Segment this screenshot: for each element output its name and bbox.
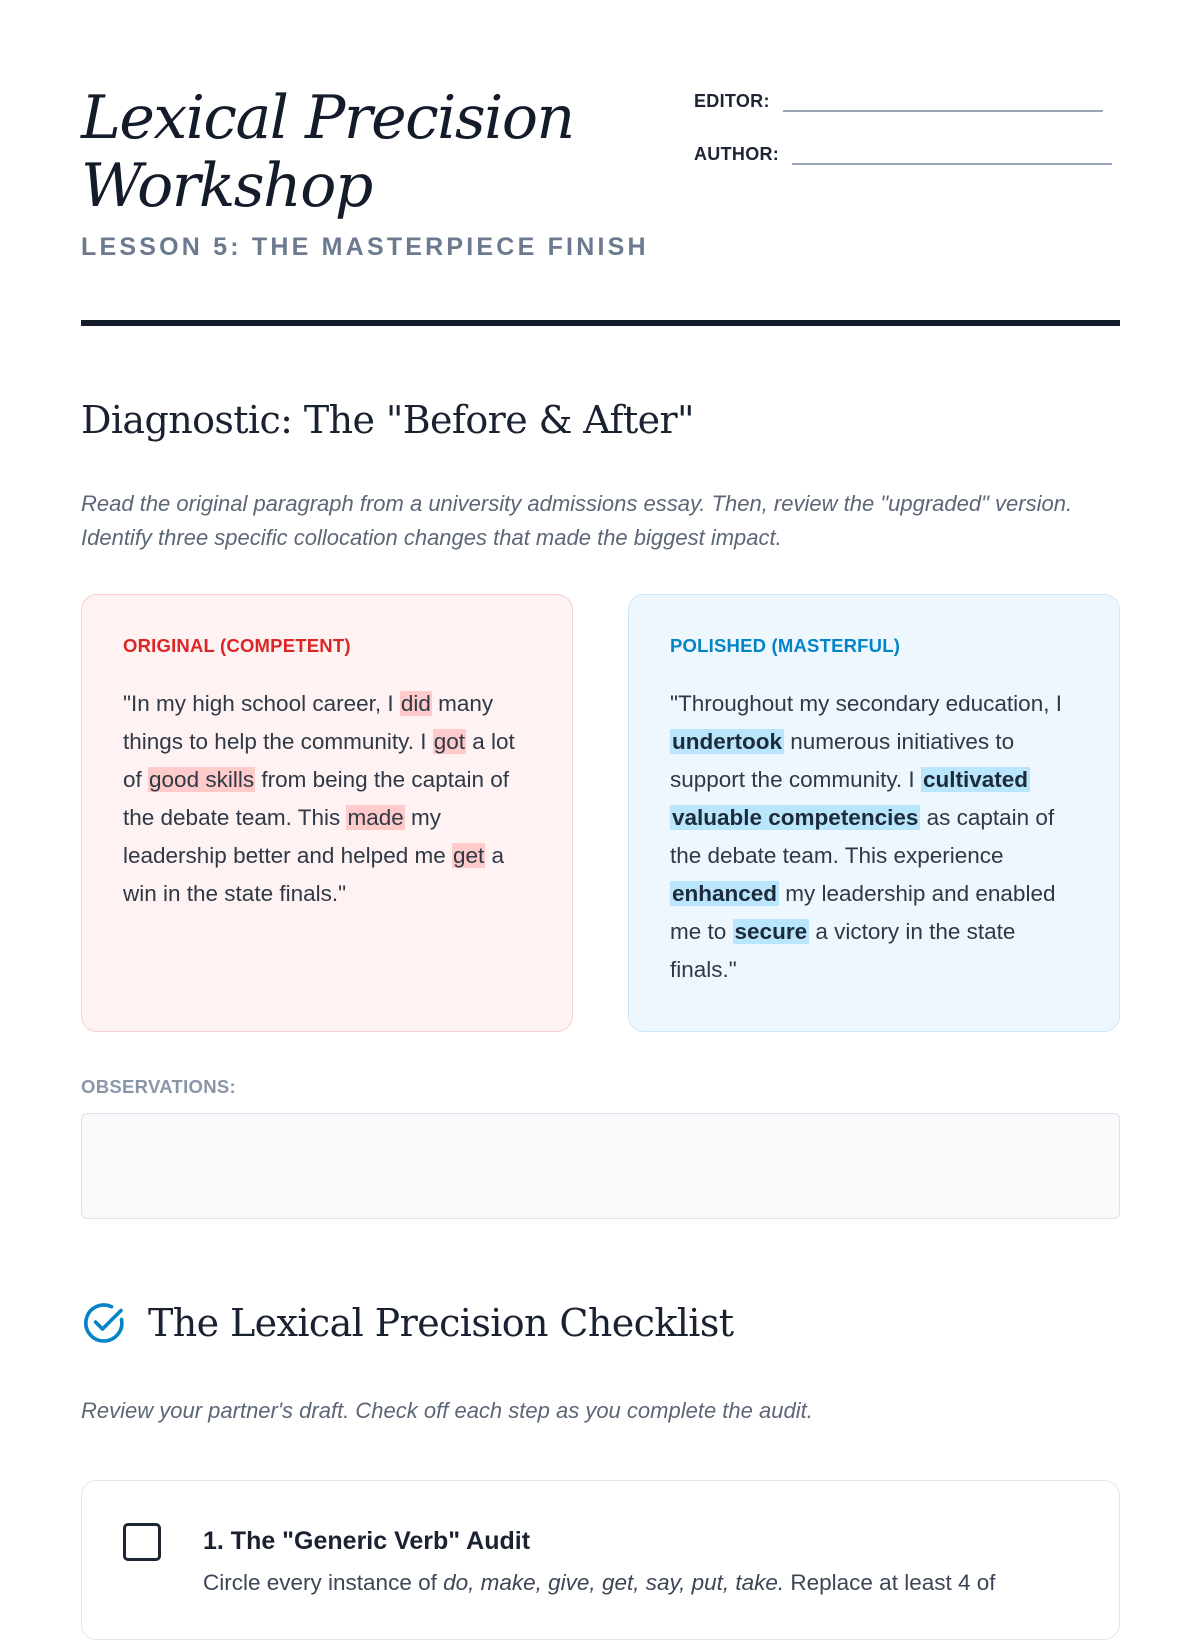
weak-word-highlight: made	[347, 805, 404, 830]
observations-label: OBSERVATIONS:	[81, 1076, 236, 1097]
checklist-item-title: 1. The "Generic Verb" Audit	[203, 1527, 531, 1555]
diagnostic-heading: Diagnostic: The "Before & After"	[81, 398, 694, 442]
checklist-heading	[81, 1300, 733, 1346]
description-text: Circle every instance of	[203, 1570, 444, 1595]
weak-word-highlight: did	[400, 691, 431, 716]
original-paragraph-text	[123, 685, 532, 913]
author-label: AUTHOR:	[694, 144, 780, 164]
text-segment: "In my high school career, I	[123, 691, 400, 716]
strong-word-highlight: valuable competencies	[672, 805, 919, 830]
weak-word-highlight: got	[433, 729, 466, 754]
original-card-label: ORIGINAL (COMPETENT)	[123, 635, 351, 656]
text-segment: my leadership better and helped me	[123, 805, 452, 868]
check-circle-icon	[81, 1300, 127, 1346]
page-title-line-1: Lexical Precision	[81, 83, 574, 153]
weak-word-highlight: get	[452, 843, 485, 868]
lesson-subtitle: LESSON 5: THE MASTERPIECE FINISH	[81, 233, 649, 261]
strong-word-highlight: secure	[734, 919, 808, 944]
author-field-row	[694, 141, 1112, 165]
editor-field-row	[694, 88, 1103, 112]
text-segment: my leadership and enabled me to	[670, 881, 1056, 944]
original-paragraph-card	[81, 594, 573, 1032]
worksheet-header	[81, 84, 1120, 324]
editor-label: EDITOR:	[694, 91, 770, 111]
strong-word-highlight: enhanced	[672, 881, 778, 906]
text-segment: many things to help the community. I	[123, 691, 494, 754]
diagnostic-instruction: Read the original paragraph from a university admissions essay. Then, review the "upgraded" version. Identify three specific collocation changes that made the biggest impact.	[81, 491, 1073, 550]
text-segment: a victory in the state finals."	[670, 919, 1016, 982]
editor-name-line[interactable]	[783, 88, 1103, 112]
page-title	[81, 84, 574, 220]
text-segment: a lot of	[123, 729, 515, 792]
header-divider	[81, 320, 1120, 326]
checklist-item-description	[203, 1566, 1103, 1600]
text-segment: numerous initiatives to support the community. I	[670, 729, 1015, 792]
weak-word-highlight: good skills	[149, 767, 255, 792]
text-segment: as captain of the debate team. This experience	[670, 805, 1055, 868]
checklist-instruction: Review your partner's draft. Check off each step as you complete the audit.	[81, 1398, 813, 1423]
text-segment: from being the captain of the debate team. This	[123, 767, 509, 830]
observations-input[interactable]	[81, 1113, 1120, 1219]
worksheet-page	[81, 0, 1120, 1600]
checklist-item-checkbox[interactable]	[123, 1523, 161, 1561]
strong-word-highlight: undertook	[672, 729, 782, 754]
polished-paragraph-text	[670, 685, 1079, 989]
description-text: Replace at least 4 of	[784, 1570, 996, 1595]
polished-paragraph-card	[628, 594, 1120, 1032]
page-title-line-2: Workshop	[81, 151, 372, 221]
generic-verbs-list: do, make, give, get, say, put, take.	[443, 1570, 785, 1595]
author-name-line[interactable]	[792, 141, 1112, 165]
text-segment: "Throughout my secondary education, I	[670, 691, 1062, 716]
text-segment: a win in the state finals."	[123, 843, 505, 906]
polished-card-label: POLISHED (MASTERFUL)	[670, 635, 901, 656]
strong-word-highlight: cultivated	[922, 767, 1028, 792]
checklist-title: The Lexical Precision Checklist	[148, 1301, 734, 1345]
checklist-item	[81, 1480, 1120, 1640]
